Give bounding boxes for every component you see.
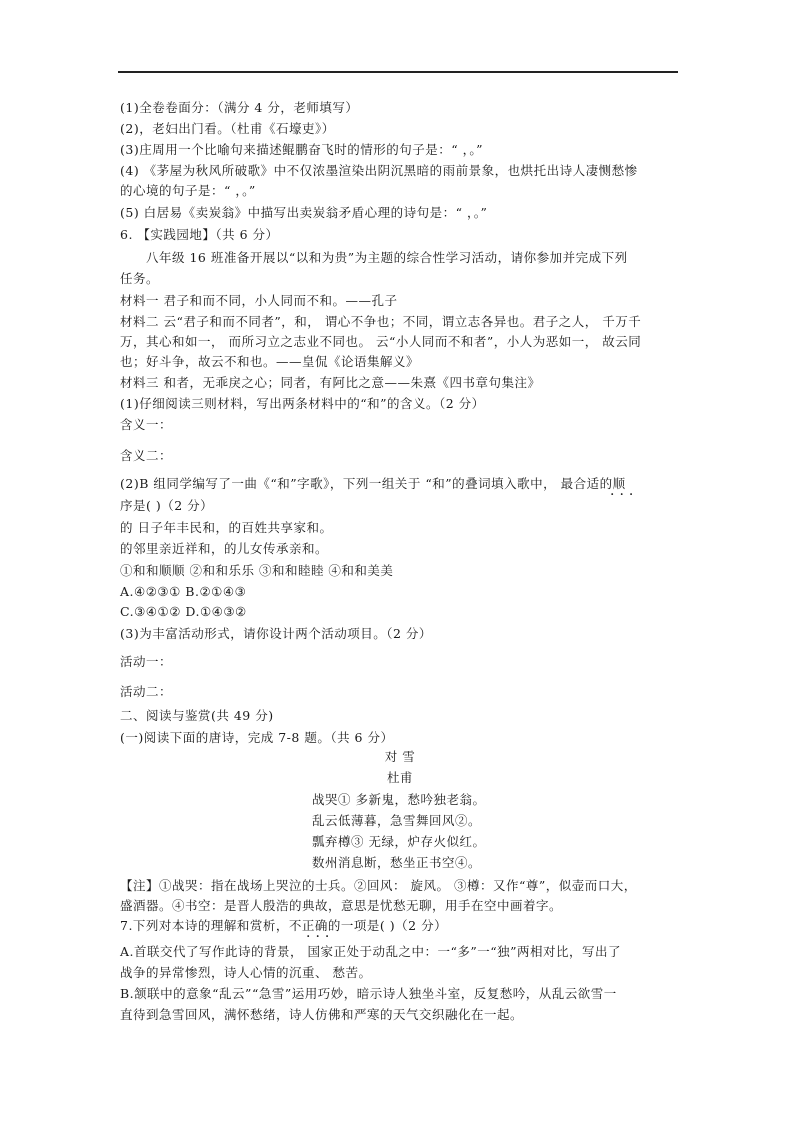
section-2-heading: 二、阅读与鉴赏(共 49 分) bbox=[120, 708, 274, 723]
material-two-line-2: 万，其心和如一， 而所习立之志业不同也。 云“小人同而不和者”，小人为恶如一， 故云同 bbox=[120, 334, 642, 349]
material-two-line-3: 也；好斗争，故云不和也。——皇侃《论语集解义》 bbox=[120, 354, 420, 369]
poem-line-1: 战哭① 多新鬼，愁吟独老翁。 bbox=[312, 792, 486, 807]
sub-question-2-line-2: 序是( )（2 分） bbox=[120, 498, 214, 513]
option-a-line-2: 战争的异常惨烈，诗人心情的沉重、 愁苦。 bbox=[120, 965, 372, 980]
question-6-heading: 6. 【实践园地】（共 6 分） bbox=[120, 227, 279, 242]
sub-question-3: (3)为丰富活动形式，请你设计两个活动项目。（2 分） bbox=[120, 626, 432, 641]
task-intro-line-2: 任务。 bbox=[120, 271, 160, 286]
answer-label-meaning-1: 含义一： bbox=[120, 417, 173, 432]
choice-row-ab: A.④②③① B.②①④③ bbox=[120, 584, 247, 599]
song-line-2: 的邻里亲近祥和，的儿女传承亲和。 bbox=[120, 541, 329, 556]
poem-line-2: 乱云低薄暮，急雪舞回风②。 bbox=[312, 813, 482, 828]
emphasis-dots: ··· bbox=[306, 929, 335, 945]
song-line-1: 的 日子年丰民和，的百姓共享家和。 bbox=[120, 520, 333, 535]
poem-line-4: 数州消息断，愁坐正书空④。 bbox=[312, 855, 482, 870]
option-a-line-1: A.首联交代了写作此诗的背景， 国家正处于动乱之中：一“多”一“独”两相对比，写出了 bbox=[120, 944, 622, 959]
material-two-line-1: 材料二 云“君子和而不同者”，和， 谓心不争也；不同，谓立志各异也。君子之人， 千万千 bbox=[120, 314, 642, 329]
material-one: 材料一 君子和而不同，小人同而不和。——孔子 bbox=[120, 293, 398, 308]
word-options: ①和和顺顺 ②和和乐乐 ③和和睦睦 ④和和美美 bbox=[120, 563, 394, 578]
fill-item-1: (1)全卷卷面分：（满分 4 分，老师填写） bbox=[120, 100, 359, 115]
sub-question-2-line-1: (2)B 组同学编写了一曲《“和”字歌》，下列一组关于 “和”的叠词填入歌中， 最合适的顺 bbox=[120, 476, 626, 491]
task-intro-line-1: 八年级 16 班准备开展以“以和为贵”为主题的综合性学习活动，请你参加并完成下列 bbox=[146, 250, 628, 265]
poem-author: 杜甫 bbox=[386, 770, 413, 785]
answer-label-activity-2: 活动二： bbox=[120, 684, 173, 699]
poem-notes-line-1: 【注】①战哭：指在战场上哭泣的士兵。②回风： 旋风。 ③樽：又作“尊”，似壶而口大， bbox=[120, 878, 637, 893]
poem-title: 对 雪 bbox=[384, 749, 416, 764]
answer-label-activity-1: 活动一： bbox=[120, 654, 173, 669]
fill-item-4-line-2: 的心境的句子是：“ ，。” bbox=[120, 183, 256, 198]
question-7: 7.下列对本诗的理解和赏析，不正确的一项是( )（2 分） bbox=[120, 918, 448, 933]
fill-item-2: (2)，老妇出门看。（杜甫《石壕吏》） bbox=[120, 121, 335, 136]
sub-question-1: (1)仔细阅读三则材料，写出两条材料中的“和”的含义。（2 分） bbox=[120, 396, 485, 411]
poem-instruction: (一)阅读下面的唐诗，完成 7-8 题。（共 6 分） bbox=[120, 730, 394, 745]
poem-notes-line-2: 盛酒器。④书空：是晋人殷浩的典故，意思是忧愁无聊，用手在空中画着字。 bbox=[120, 898, 563, 913]
poem-line-3: 瓢弃樽③ 无绿，炉存火似红。 bbox=[312, 834, 486, 849]
fill-item-5: (5) 白居易《卖炭翁》中描写出卖炭翁矛盾心理的诗句是：“ ，。” bbox=[120, 205, 488, 220]
fill-item-3: (3)庄周用一个比喻句来描述鲲鹏奋飞时的情形的句子是：“ ，。” bbox=[120, 142, 483, 157]
choice-row-cd: C.③④①② D.①④③② bbox=[120, 604, 247, 619]
fill-item-4-line-1: (4) 《茅屋为秋风所破歌》中不仅浓墨渲染出阴沉黑暗的雨前景象，也烘托出诗人凄恻愁惨 bbox=[120, 163, 638, 178]
answer-label-meaning-2: 含义二： bbox=[120, 448, 173, 463]
material-three: 材料三 和者，无乖戾之心；同者，有阿比之意——朱熹《四书章句集注》 bbox=[120, 375, 541, 390]
emphasis-dots: ··· bbox=[610, 487, 639, 503]
header-rule bbox=[118, 71, 678, 73]
option-b-line-2: 直待到急雪回风，满怀愁绪，诗人仿佛和严寒的天气交织融化在一起。 bbox=[120, 1007, 524, 1022]
option-b-line-1: B.颔联中的意象“乱云”“急雪”运用巧妙，暗示诗人独坐斗室，反复愁吟，从乱云欲雪一 bbox=[120, 986, 617, 1001]
